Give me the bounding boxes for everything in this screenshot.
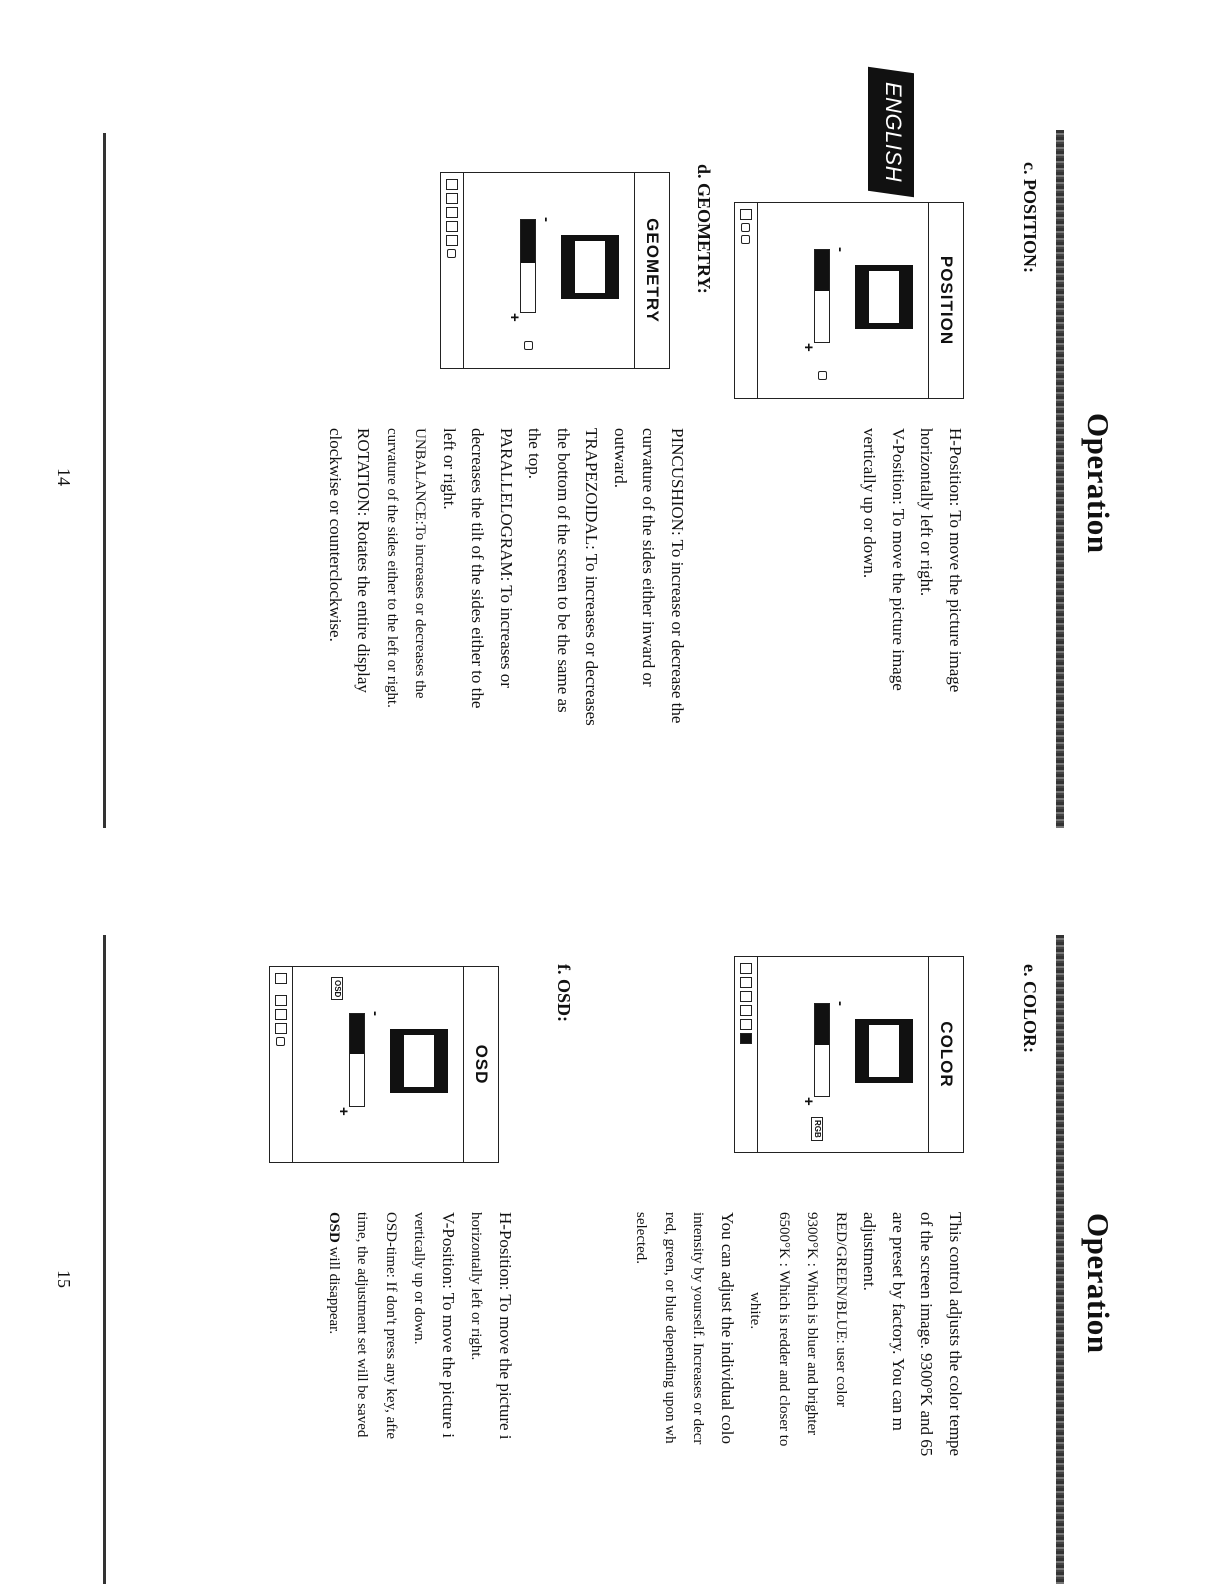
text-line: adjustment. [860,1212,880,1291]
minus-label: - [367,1011,384,1016]
language-tab: ENGLISH [881,82,906,183]
text-line: PINCUSHION: To increase or decrease the [668,428,687,724]
text-line: This control adjusts the color tempe [946,1212,965,1457]
plus-label: + [800,1097,817,1106]
text-line: the bottom of the screen to be the same as [554,428,573,713]
geometry-heading: d. GEOMETRY: [694,164,714,294]
text-line: UNBALANCE:To increases or decreases the [412,428,429,699]
exit-icon [446,179,458,190]
left-page-bottom-rule [103,133,106,828]
exit-icon [740,209,752,220]
osd-bold-word: OSD [326,1212,342,1243]
adjustment-bar-fill [815,250,829,291]
color-heading: e. COLOR: [1020,964,1040,1053]
osd-panel-title: GEOMETRY [634,173,669,368]
text-line [320,1212,349,1584]
text-line: left or right. [440,428,459,510]
text-line: red, green, or blue depending upon wh [662,1212,678,1444]
text-line: V-Position: To move the picture i [439,1212,458,1438]
left-page-number: 14 [54,468,74,486]
text-line: clockwise or counterclockwise. [326,428,345,642]
text-line: the top. [525,428,545,479]
text-line: outward. [611,428,630,488]
right-page-number: 15 [54,1270,74,1288]
picture-image-icon [390,1029,448,1093]
text-line: ROTATION: Rotates the entire display [354,428,374,693]
color-9300k-icon [740,1019,752,1030]
right-page-bottom-rule [103,935,106,1584]
text-line: OSD-time: If don't press any key, afte [383,1212,399,1440]
osd-icon-row [270,967,293,1162]
picture-image-icon [855,265,913,329]
parallelogram-icon [446,221,458,232]
osd-time-icon [275,1023,287,1034]
text-line: 9300°K : Which is bluer and brighter [804,1212,821,1436]
text-line: You can adjust the individual colo [718,1212,737,1444]
osd-icon-row [735,957,758,1152]
osd-h-position-icon [275,995,287,1006]
text-line: horizontally left or right. [468,1212,485,1361]
text-line: PARALLELOGRAM: To increases or [497,428,516,688]
position-heading: c. POSITION: [1020,162,1040,274]
picture-image-icon [855,1019,913,1083]
adjustment-bar-fill [521,220,535,263]
right-page-title: Operation [1081,1213,1116,1354]
text-line: curvature of the sides either inward or [639,428,659,687]
plus-label: + [800,343,817,352]
unbalance-icon [446,235,458,246]
text-line: white. [747,1292,764,1330]
h-position-icon [742,223,751,232]
osd-panel-title: POSITION [928,203,963,398]
position-mode-icon [818,371,827,380]
trapezoidal-icon [446,207,458,218]
right-page-top-rule [1056,935,1064,1584]
left-page-top-rule [1056,130,1064,828]
text-line: intensity by yourself. Increases or decr [690,1212,707,1445]
exit-icon [740,963,752,974]
blue-icon [740,1005,752,1016]
text-line: decreases the tilt of the sides either to the [468,428,488,709]
text-line: are preset by factory. You can m [889,1212,908,1431]
left-page-title: Operation [1081,413,1116,554]
color-description [627,1212,969,1584]
color-6500k-icon [740,1033,752,1044]
minus-label: - [538,217,555,222]
text-line: curvature of the sides either to the left or right. [384,428,400,708]
picture-image-icon [561,235,619,299]
adjustment-bar [814,249,830,343]
position-osd-panel [734,202,964,399]
red-icon [740,977,752,988]
minus-label: - [832,247,849,252]
geometry-osd-panel [440,172,670,369]
rgb-badge: RGB [811,1117,823,1141]
osd-heading: f. OSD: [554,964,574,1022]
text-line: H-Position: To move the picture i [496,1212,515,1440]
text-line: V-Position: To move the picture image [889,428,908,691]
osd-icon-row [441,173,464,368]
text-line: selected. [633,1212,650,1265]
adjustment-bar [520,219,536,313]
osd-description [320,1212,520,1584]
text-line-rest: will disappear. [326,1246,342,1335]
text-line: vertically up or down. [411,1212,428,1345]
geometry-mode-icon [524,341,533,350]
text-line: RED/GREEN/BLUE: user color [833,1212,849,1407]
exit-icon [275,973,287,984]
osd-panel-title: OSD [463,967,498,1162]
osd-clock-icon [277,1037,286,1046]
text-line: H-Position: To move the picture image [946,428,965,693]
rotation-icon [448,249,457,258]
text-line: horizontally left or right. [917,428,937,597]
minus-label: - [832,1001,849,1006]
osd-v-position-icon [275,1009,287,1020]
color-osd-panel [734,956,964,1153]
adjustment-bar-fill [350,1014,364,1054]
pincushion-icon [446,193,458,204]
adjustment-bar-fill [815,1004,829,1045]
text-line: of the screen image. 9300°K and 65 [917,1212,937,1457]
osd-osd-panel [269,966,499,1163]
geometry-description [321,428,692,828]
v-position-icon [742,235,751,244]
text-line: vertically up or down. [860,428,880,579]
text-line: TRAPEZOIDAL: To increases or decreases [582,428,602,726]
text-line: time, the adjustment set will be saved [354,1212,371,1438]
text-line: 6500°K : Which is redder and closer to [776,1212,792,1447]
green-icon [740,991,752,1002]
osd-badge: OSD [331,977,343,1000]
osd-panel-title: COLOR [928,957,963,1152]
plus-label: + [506,313,523,322]
adjustment-bar [814,1003,830,1097]
plus-label: + [335,1107,352,1116]
position-description [855,428,969,828]
osd-icon-row [735,203,758,398]
adjustment-bar [349,1013,365,1107]
